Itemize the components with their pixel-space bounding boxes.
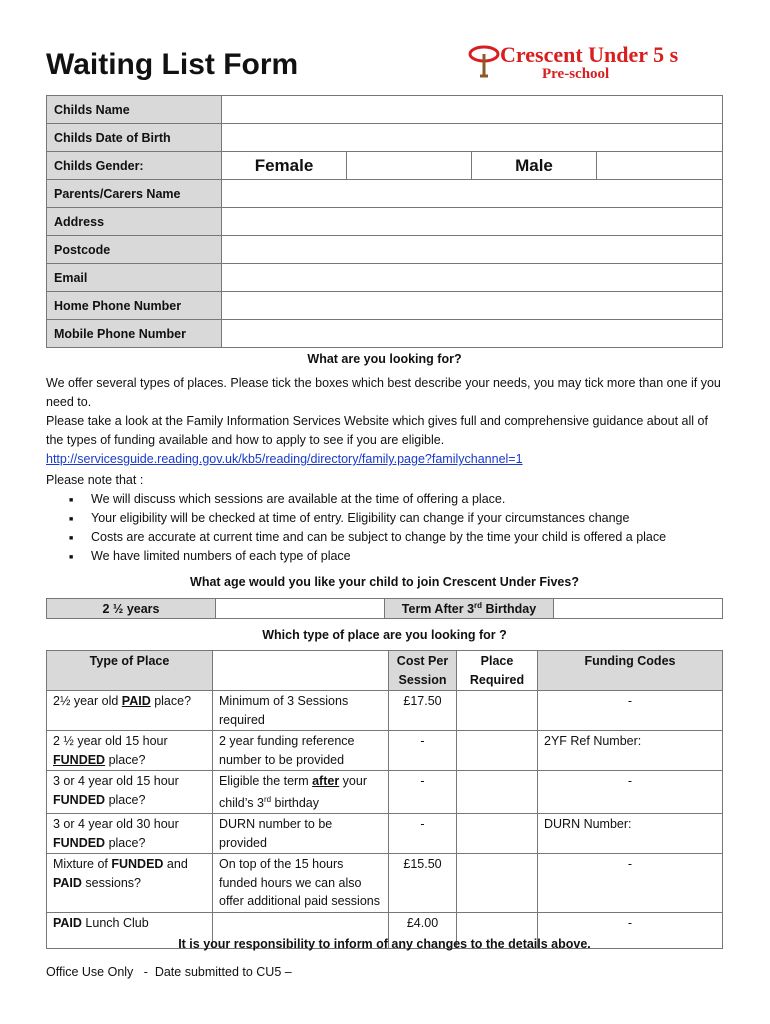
age-option-term-after-3rd: Term After 3rd Birthday [385, 599, 554, 619]
label-parents-name: Parents/Carers Name [47, 180, 222, 208]
page-title: Waiting List Form [46, 48, 299, 81]
age-2-5-tickbox[interactable] [216, 599, 385, 619]
age-term-after-3rd-tickbox[interactable] [554, 599, 723, 619]
place-type-heading: Which type of place are you looking for ? [262, 628, 507, 642]
childs-name-field[interactable] [222, 96, 723, 124]
age-heading: What age would you like your child to join Crescent Under Fives? [190, 575, 579, 589]
intro-paragraph-1: We offer several types of places. Please tick the boxes which best describe your needs, you may tick more than one if you need to. [46, 376, 721, 409]
address-field[interactable] [222, 208, 723, 236]
gender-male-tickbox[interactable] [597, 152, 723, 180]
please-note: Please note that : [46, 473, 144, 487]
place-required-tickbox[interactable] [457, 691, 538, 731]
list-item: ■ Costs are accurate at current time and can be subject to change by the time your child is offered a place [91, 528, 726, 547]
col-type-of-place: Type of Place [47, 651, 213, 691]
table-row: 3 or 4 year old 15 hour FUNDED place? Eligible the term after your child’s 3rd birthday - - [47, 771, 723, 814]
intro-text [46, 374, 726, 566]
label-childs-name: Childs Name [47, 96, 222, 124]
table-row: PAID Lunch Club £4.00 - [47, 912, 723, 948]
label-gender: Childs Gender: [47, 152, 222, 180]
table-row: 2 ½ year old 15 hour FUNDED place? 2 year funding reference number to be provided - 2YF Ref Number: [47, 731, 723, 771]
place-required-tickbox[interactable] [457, 771, 538, 814]
col-funding-codes: Funding Codes [538, 651, 723, 691]
col-description [213, 651, 389, 691]
label-address: Address [47, 208, 222, 236]
place-type-table [46, 650, 723, 949]
place-required-tickbox[interactable] [457, 731, 538, 771]
tree-logo-icon [470, 47, 498, 76]
fis-website-link[interactable]: http://servicesguide.reading.gov.uk/kb5/reading/directory/family.page?familychannel=1 [46, 452, 523, 466]
label-email: Email [47, 264, 222, 292]
col-cost: Cost Per Session [389, 651, 457, 691]
mobile-phone-field[interactable] [222, 320, 723, 348]
list-item: ■ Your eligibility will be checked at time of entry. Eligibility can change if your circumstances change [91, 509, 726, 528]
table-row: 3 or 4 year old 30 hour FUNDED place? DURN number to be provided - DURN Number: [47, 814, 723, 854]
age-option-2-5-years: 2 ½ years [47, 599, 216, 619]
crescent-logo [466, 42, 726, 82]
home-phone-field[interactable] [222, 292, 723, 320]
logo-line2: Pre-school [542, 66, 610, 82]
child-details-table [46, 95, 723, 348]
logo-line1: Crescent Under 5 s [500, 42, 679, 67]
label-dob: Childs Date of Birth [47, 124, 222, 152]
responsibility-note: It is your responsibility to inform of any changes to the details above. [178, 937, 591, 951]
postcode-field[interactable] [222, 236, 723, 264]
gender-female-label: Female [222, 152, 347, 180]
parents-name-field[interactable] [222, 180, 723, 208]
email-field[interactable] [222, 264, 723, 292]
list-item: ■ We will discuss which sessions are available at the time of offering a place. [91, 490, 726, 509]
place-required-tickbox[interactable] [457, 814, 538, 854]
age-table [46, 598, 723, 619]
label-mobile-phone: Mobile Phone Number [47, 320, 222, 348]
col-place-required: Place Required [457, 651, 538, 691]
table-row: Mixture of FUNDED and PAID sessions? On top of the 15 hours funded hours we can also offer additional paid sessions £15.50 - [47, 854, 723, 913]
list-item: ■ We have limited numbers of each type of place [91, 547, 726, 566]
office-use-only: Office Use Only - Date submitted to CU5 – [46, 965, 292, 979]
gender-male-label: Male [472, 152, 597, 180]
notes-list [46, 490, 726, 566]
table-row: 2½ year old PAID place? Minimum of 3 Sessions required £17.50 - [47, 691, 723, 731]
intro-paragraph-2: Please take a look at the Family Information Services Website which gives full and comprehensive guidance about all of the types of funding available and how to apply to see if you are eligible. [46, 414, 708, 447]
dob-field[interactable] [222, 124, 723, 152]
looking-for-heading: What are you looking for? [307, 352, 462, 366]
label-home-phone: Home Phone Number [47, 292, 222, 320]
place-required-tickbox[interactable] [457, 854, 538, 913]
label-postcode: Postcode [47, 236, 222, 264]
gender-female-tickbox[interactable] [347, 152, 472, 180]
